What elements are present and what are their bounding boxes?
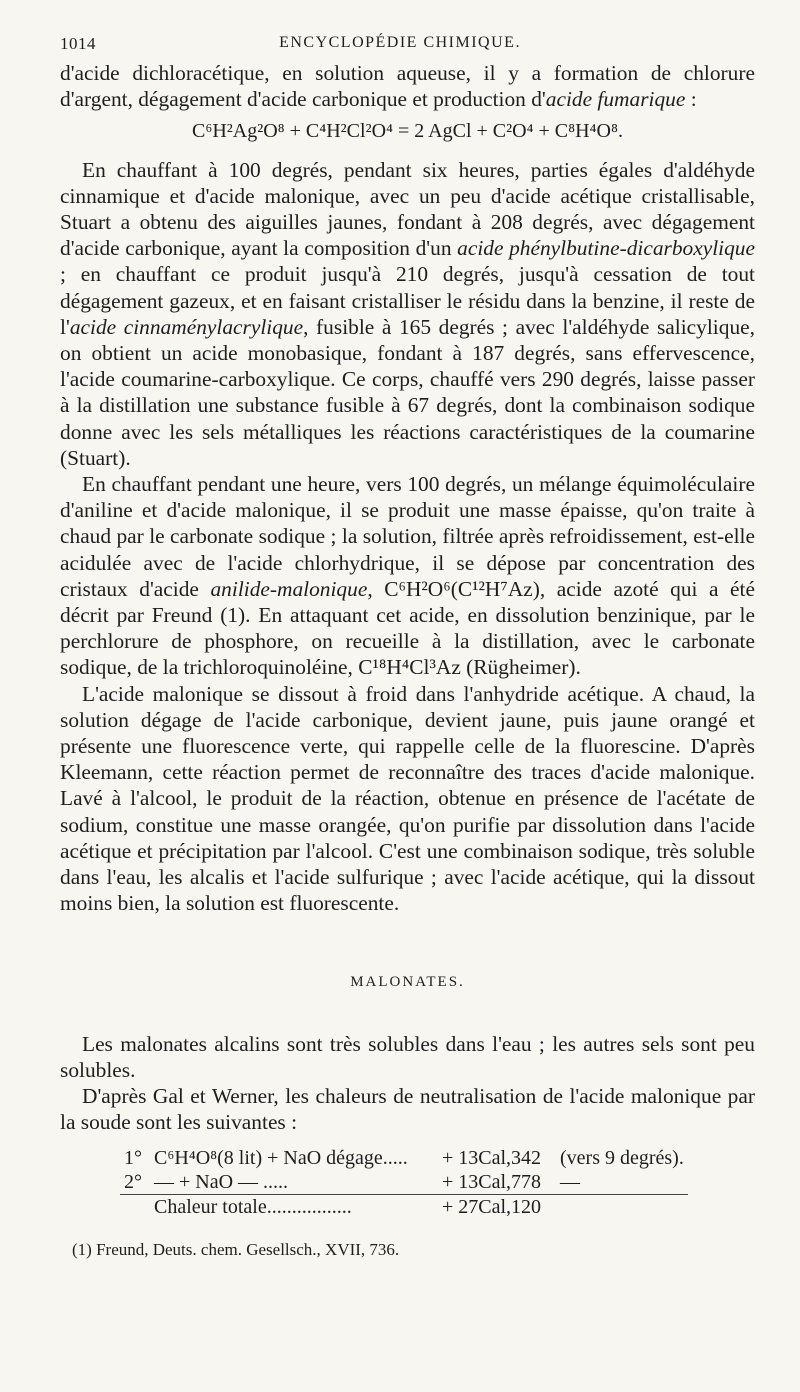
paragraph-4: L'acide malonique se dissout à froid dans l'anhydride acétique. A chaud, la solution dégage de l'acide carbonique, devient jaune, puis jaune orangé et présente une fluorescence verte, qui rappelle celle de la fluorescine. D'après Kleemann, cette réaction permet de reconnaître des traces d'acide malonique. Lavé à l'alcool, le produit de la réaction, obtenue en présence de l'acétate de sodium, constitue une masse orangée, qu'on purifie par dissolution dans l'acide acétique et précipitation par l'alcool. C'est une combinaison sodique, très soluble dans l'eau, les alcalis et l'acide sulfurique ; avec l'acide acétique, qui la dissout moins bien, la solution est fluorescente.: [60, 681, 755, 916]
term-cinnamenylacrylique: acide cinnaménylacrylique: [69, 314, 304, 339]
paragraph-2-part-c: , fusible à 165 degrés ; avec l'aldéhyde salicylique, on obtient un acide monobasique, fondant à 187 degrés, sans effervescence, l'acide coumarine-carboxylique. Ce corps, chauffé vers 290 degrés, laisse passer à la distillation une substance fusible à 67 degrés, dont la combinaison sodique donne avec les sels métalliques les réactions caractéristiques de la coumarine (Stuart).: [60, 314, 755, 470]
term-acide-fumarique: acide fumarique: [545, 87, 686, 112]
page-number: 1014: [60, 34, 96, 53]
table-row: [120, 1170, 688, 1195]
paragraph-3-part-b: , C⁶H²O⁶(C¹²H⁷Az), acide azoté qui a été décrit par Freund (1). En attaquant cet acide, en dissolution benzinique, par le perchlorure de phosphore, on recueille à la distillation, avec le carbonate sodique, de la trichloroquinoléine, C¹⁸H⁴Cl³Az (Rügheimer).: [60, 576, 755, 680]
term-phenylbutine: acide phénylbutine-dicarboxylique: [457, 236, 755, 261]
row-label: 2°: [124, 1170, 142, 1193]
row-label: 1°: [124, 1146, 142, 1169]
row-value: + 13Cal,778: [442, 1170, 542, 1193]
paragraph-3-part-a: En chauffant pendant une heure, vers 100 degrés, un mélange équimoléculaire d'aniline et d'acide malonique, il se produit une masse épaisse, qu'on traite à chaud par le carbonate sodique ; la solution, filtrée après refroidissement, est-elle acidulée avec de l'acide chlorhydrique, il se dépose par concentration des cristaux d'acide: [60, 472, 755, 601]
running-title: ENCYCLOPÉDIE CHIMIQUE.: [279, 34, 521, 51]
row-note: —: [560, 1170, 580, 1193]
equation-1: C⁶H²Ag²O⁸ + C⁴H²Cl²O⁴ = 2 AgCl + C²O⁴ + C⁸H⁴O⁸.: [192, 120, 623, 143]
heat-table: [120, 1146, 688, 1219]
section-title: MALONATES.: [350, 973, 465, 990]
total-label: Chaleur totale.................: [150, 1194, 438, 1219]
paragraph-1: [60, 60, 755, 112]
page-header: [60, 34, 740, 58]
paragraph-6: D'après Gal et Werner, les chaleurs de neutralisation de l'acide malonique par la soude sont les suivantes :: [60, 1084, 755, 1135]
table-row: [120, 1146, 688, 1170]
paragraph-2-part-a: En chauffant à 100 degrés, pendant six heures, parties égales d'aldéhyde cinnamique et d'acide malonique, avec un peu d'acide acétique cristallisable, Stuart a obtenu des aiguilles jaunes, fondant à 208 degrés, avec dégagement d'acide carbonique, ayant la composition d'un: [60, 157, 755, 261]
term-anilide-malonique: anilide-malonique: [210, 576, 368, 601]
paragraph-2-part-b: ; en chauffant ce produit jusqu'à 210 degrés, jusqu'à cessation de tout dégagement gazeux, et en faisant cristalliser le résidu dans la benzine, il reste de l': [60, 262, 755, 339]
footnote: (1) Freund, Deuts. chem. Gesellsch., XVII, 736.: [72, 1239, 400, 1259]
row-description: — + NaO — .....: [154, 1170, 289, 1193]
paragraph-1-text: d'acide dichloracétique, en solution aqueuse, il y a formation de chlorure d'argent, dégagement d'acide carbonique et production d': [60, 61, 755, 112]
row-value: + 13Cal,342: [442, 1146, 542, 1169]
paragraph-3: [60, 471, 755, 681]
paragraph-5: Les malonates alcalins sont très solubles dans l'eau ; les autres sels sont peu solubles.: [60, 1031, 755, 1082]
paragraph-2: [60, 157, 755, 471]
total-value: + 27Cal,120: [438, 1194, 556, 1219]
paragraph-1-tail: :: [685, 87, 697, 112]
row-description: C⁶H⁴O⁸(8 lit) + NaO dégage.....: [154, 1146, 408, 1169]
row-note: (vers 9 degrés).: [560, 1146, 684, 1169]
table-total-row: [120, 1194, 688, 1219]
page-body: [60, 60, 755, 1263]
